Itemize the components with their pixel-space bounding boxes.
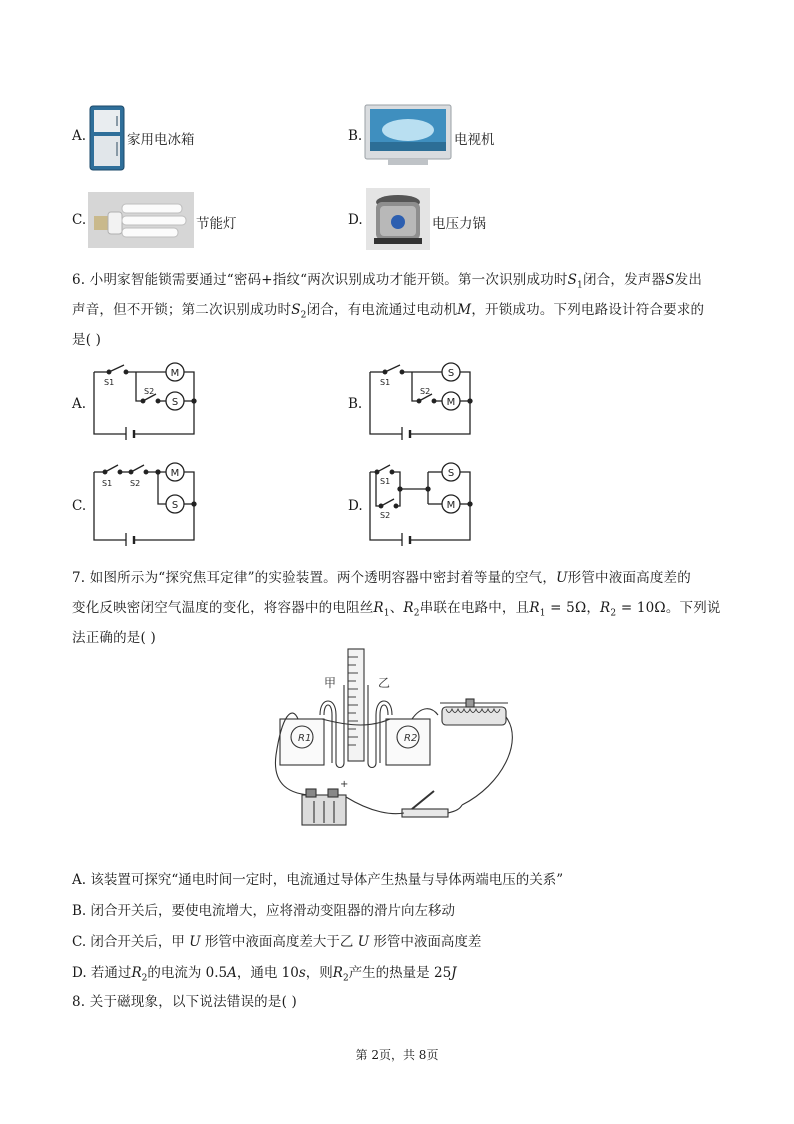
label-jia: 甲 xyxy=(324,676,337,690)
q7-line-1: 7. 如图所示为“探究焦耳定律”的实验装置。两个透明容器中密封着等量的空气，U形管中液面高度差的 xyxy=(72,570,691,586)
motor-label: M xyxy=(446,500,456,511)
option-letter: B. xyxy=(348,396,363,412)
pressure-cooker-icon xyxy=(366,188,430,250)
battery-plus-label: + xyxy=(340,779,349,790)
option-text: 家用电冰箱 xyxy=(127,132,195,148)
option-text: 电视机 xyxy=(454,132,495,148)
option-letter: C. xyxy=(72,212,87,228)
switch-label: S2 xyxy=(144,387,155,396)
switch-label: S1 xyxy=(104,378,115,387)
q6-line-2: 声音，但不开锁；第二次识别成功时$S_2$闭合，有电流通过电动机M，开锁成功。下列电路设计符合要求的 xyxy=(72,302,705,321)
q6-line-1: 6. 小明家智能锁需要通过“密码+指纹“两次识别成功才能开锁。第一次识别成功时$S_1$闭合，发声器S发出 xyxy=(72,272,703,291)
refrigerator-icon xyxy=(88,104,126,172)
motor-label: M xyxy=(170,368,180,379)
energy-saving-lamp-icon xyxy=(88,192,194,248)
label-r2: R2 xyxy=(404,733,418,744)
option-letter: D. xyxy=(348,212,363,228)
q7-option-a: A. 该装置可探究“通电时间一定时，电流通过导体产生热量与导体两端电压的关系” xyxy=(72,872,564,888)
option-letter: B. xyxy=(348,128,363,144)
sounder-label: S xyxy=(171,500,179,511)
switch-label: S2 xyxy=(130,479,141,488)
q6-line-3: 是( ) xyxy=(72,332,102,348)
switch-label: S1 xyxy=(102,479,113,488)
circuit-diagram-c xyxy=(90,460,200,546)
option-letter: A. xyxy=(72,396,87,412)
sounder-label: S xyxy=(171,397,179,408)
sounder-label: S xyxy=(447,468,455,479)
circuit-diagram-d xyxy=(366,460,476,546)
option-letter: D. xyxy=(348,498,363,514)
q7-option-b: B. 闭合开关后，要使电流增大，应将滑动变阻器的滑片向左移动 xyxy=(72,903,456,919)
q7-option-c: C. 闭合开关后，甲 U 形管中液面高度差大于乙 U 形管中液面高度差 xyxy=(72,934,482,950)
label-r1: R1 xyxy=(298,733,312,744)
sounder-label: S xyxy=(447,368,455,379)
option-text: 节能灯 xyxy=(196,216,237,232)
option-letter: C. xyxy=(72,498,87,514)
option-letter: A. xyxy=(72,128,87,144)
switch-label: S2 xyxy=(380,511,391,520)
circuit-diagram-b xyxy=(366,356,476,440)
switch-label: S2 xyxy=(420,387,431,396)
q7-option-d: D. 若通过$R_2$的电流为 0.5A，通电 10s，则$R_2$产生的热量是 25J xyxy=(72,965,457,984)
q7-line-3: 法正确的是( ) xyxy=(72,630,156,646)
motor-label: M xyxy=(446,397,456,408)
switch-label: S1 xyxy=(380,378,391,387)
question-8-stem: 8. 关于磁现象，以下说法错误的是( ) xyxy=(72,994,297,1010)
label-yi: 乙 xyxy=(378,676,391,690)
page-footer: 第 2页，共 8页 xyxy=(355,1048,439,1062)
q7-line-2: 变化反映密闭空气温度的变化，将容器中的电阻丝$R_1$、$R_2$串联在电路中，且$R_1 = 5\Omega$，$R_2 = 10\Omega$。下列说 xyxy=(72,600,721,619)
circuit-diagram-a xyxy=(90,356,200,440)
switch-label: S1 xyxy=(380,477,391,486)
option-text: 电压力锅 xyxy=(432,216,486,232)
television-icon xyxy=(364,104,452,166)
motor-label: M xyxy=(170,468,180,479)
joule-law-apparatus-figure xyxy=(262,645,532,835)
